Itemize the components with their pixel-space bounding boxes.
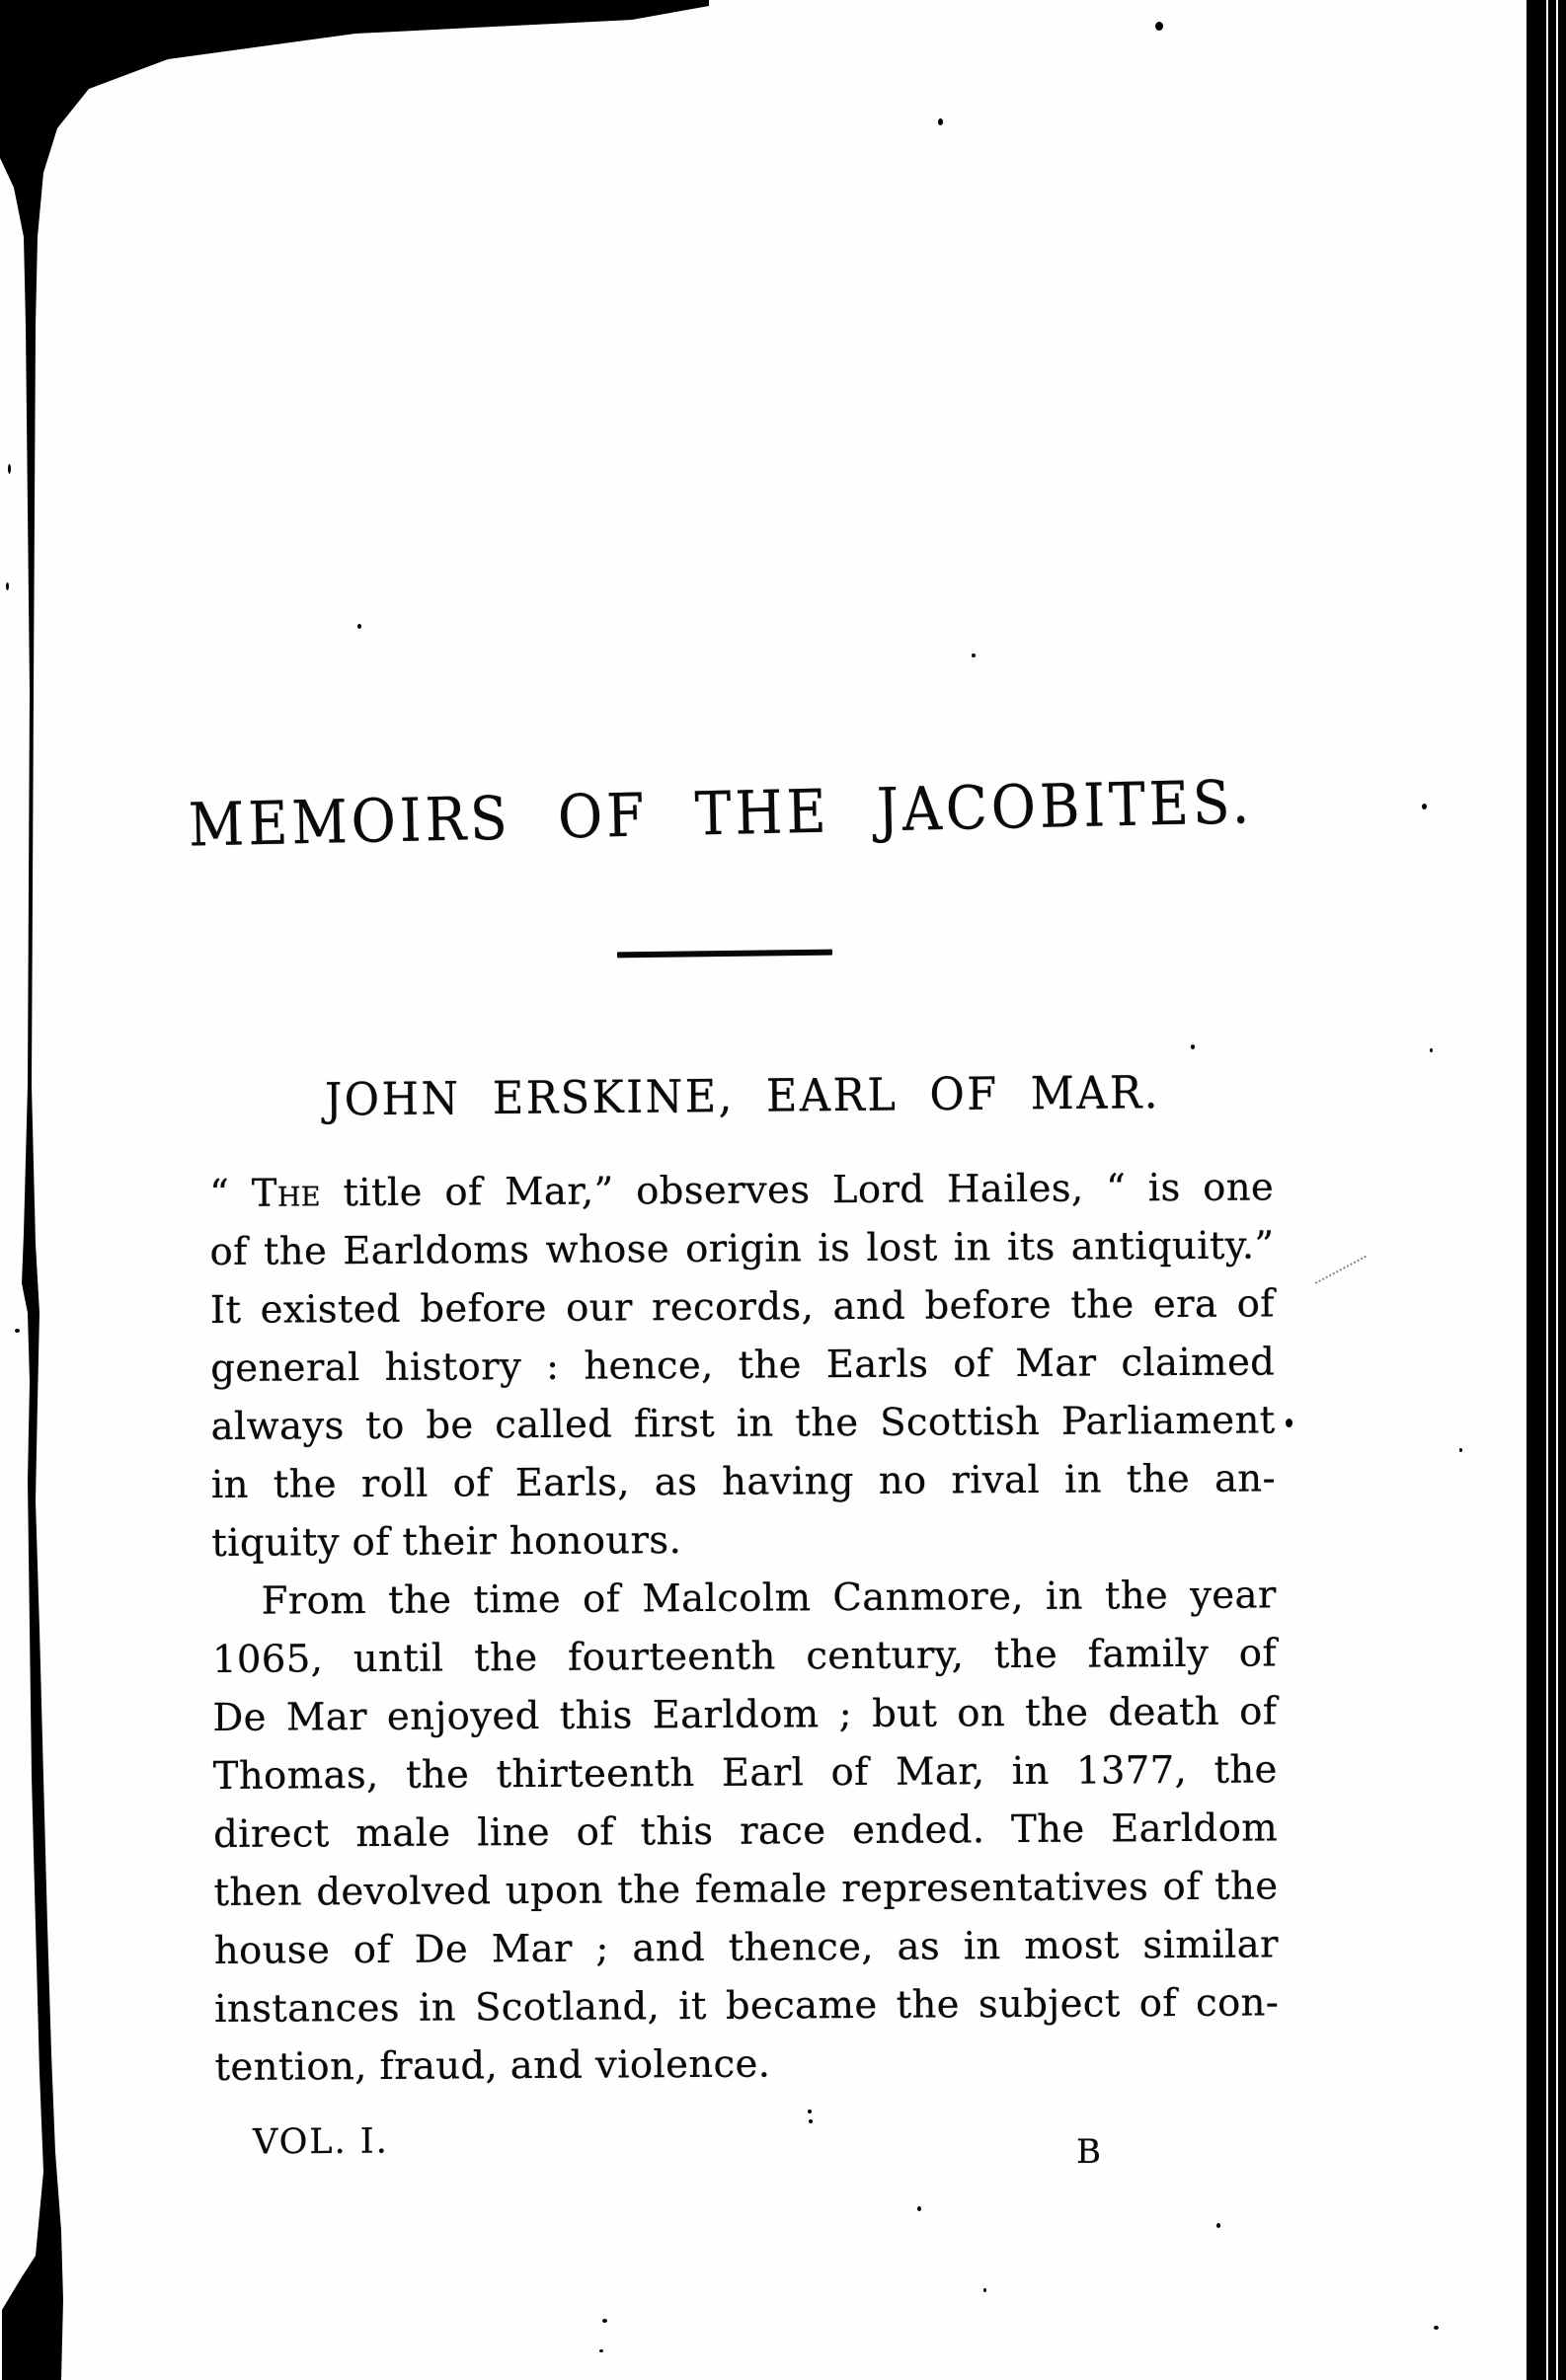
volume-label: VOL. I. xyxy=(252,2121,389,2163)
text-line: De Mar enjoyed this Earldom ; but on the death of xyxy=(212,1689,1278,1740)
ink-speck xyxy=(972,653,976,657)
ink-speck xyxy=(1286,1419,1292,1427)
page-edge-hairline xyxy=(1546,0,1548,2380)
ink-speck xyxy=(357,624,361,629)
text-line: tention, fraud, and violence. xyxy=(214,2041,771,2090)
text-line: direct male line of this race ended. The Earldom xyxy=(213,1805,1279,1857)
ink-speck xyxy=(15,1329,20,1333)
ink-speck xyxy=(6,582,9,590)
pencil-mark xyxy=(1315,1256,1376,1303)
text-line: in the roll of Earls, as having no rival in the an- xyxy=(210,1456,1277,1507)
ink-speck xyxy=(1434,2326,1439,2330)
ink-speck xyxy=(602,2319,607,2323)
text-line: “ The title of Mar,” observes Lord Hailes, “ is one xyxy=(209,1165,1275,1216)
text-line: general history : hence, the Earls of Mar claimed xyxy=(210,1340,1276,1391)
ink-speck xyxy=(1155,22,1163,31)
text-line: tiquity of their honours. xyxy=(211,1518,682,1566)
ink-speck xyxy=(917,2206,921,2211)
book-title: MEMOIRS OF THE JACOBITES. xyxy=(188,767,1254,860)
ink-speck xyxy=(8,464,11,474)
ink-speck xyxy=(1459,1448,1462,1452)
body-text xyxy=(209,1158,1280,2097)
text-line: From the time of Malcolm Canmore, in the year xyxy=(261,1573,1277,1624)
ink-speck xyxy=(808,2110,812,2113)
text-line: then devolved upon the female representatives of the xyxy=(213,1864,1279,1915)
page-edge-hairline xyxy=(1556,0,1558,2380)
text-line: 1065, until the fourteenth century, the family of xyxy=(211,1631,1278,1682)
ink-speck xyxy=(1191,1044,1195,1049)
ink-speck xyxy=(938,118,943,125)
divider-rule xyxy=(617,950,832,959)
ink-speck xyxy=(599,2349,603,2352)
text-line: house of De Mar ; and thence, as in most similar xyxy=(213,1922,1279,1973)
text-line: It existed before our records, and before the era of xyxy=(209,1281,1276,1333)
smallcaps-lead: “ The xyxy=(209,1171,322,1216)
text-line: Thomas, the thirteenth Earl of Mar, in 1377, the xyxy=(212,1747,1278,1799)
text-line: of the Earldoms whose origin is lost in its antiquity.” xyxy=(209,1223,1275,1274)
ink-speck xyxy=(1422,804,1427,809)
ink-speck xyxy=(809,2119,813,2123)
text-line: instances in Scotland, it became the subject of con- xyxy=(214,1980,1280,2032)
signature-mark: B xyxy=(1076,2132,1101,2172)
text-line: always to be called first in the Scottish Parliament xyxy=(210,1398,1276,1449)
chapter-heading: JOHN ERSKINE, EARL OF MAR. xyxy=(324,1066,1161,1127)
ink-speck xyxy=(1430,1048,1433,1052)
ink-speck xyxy=(983,2288,986,2292)
ink-speck xyxy=(1216,2223,1220,2228)
